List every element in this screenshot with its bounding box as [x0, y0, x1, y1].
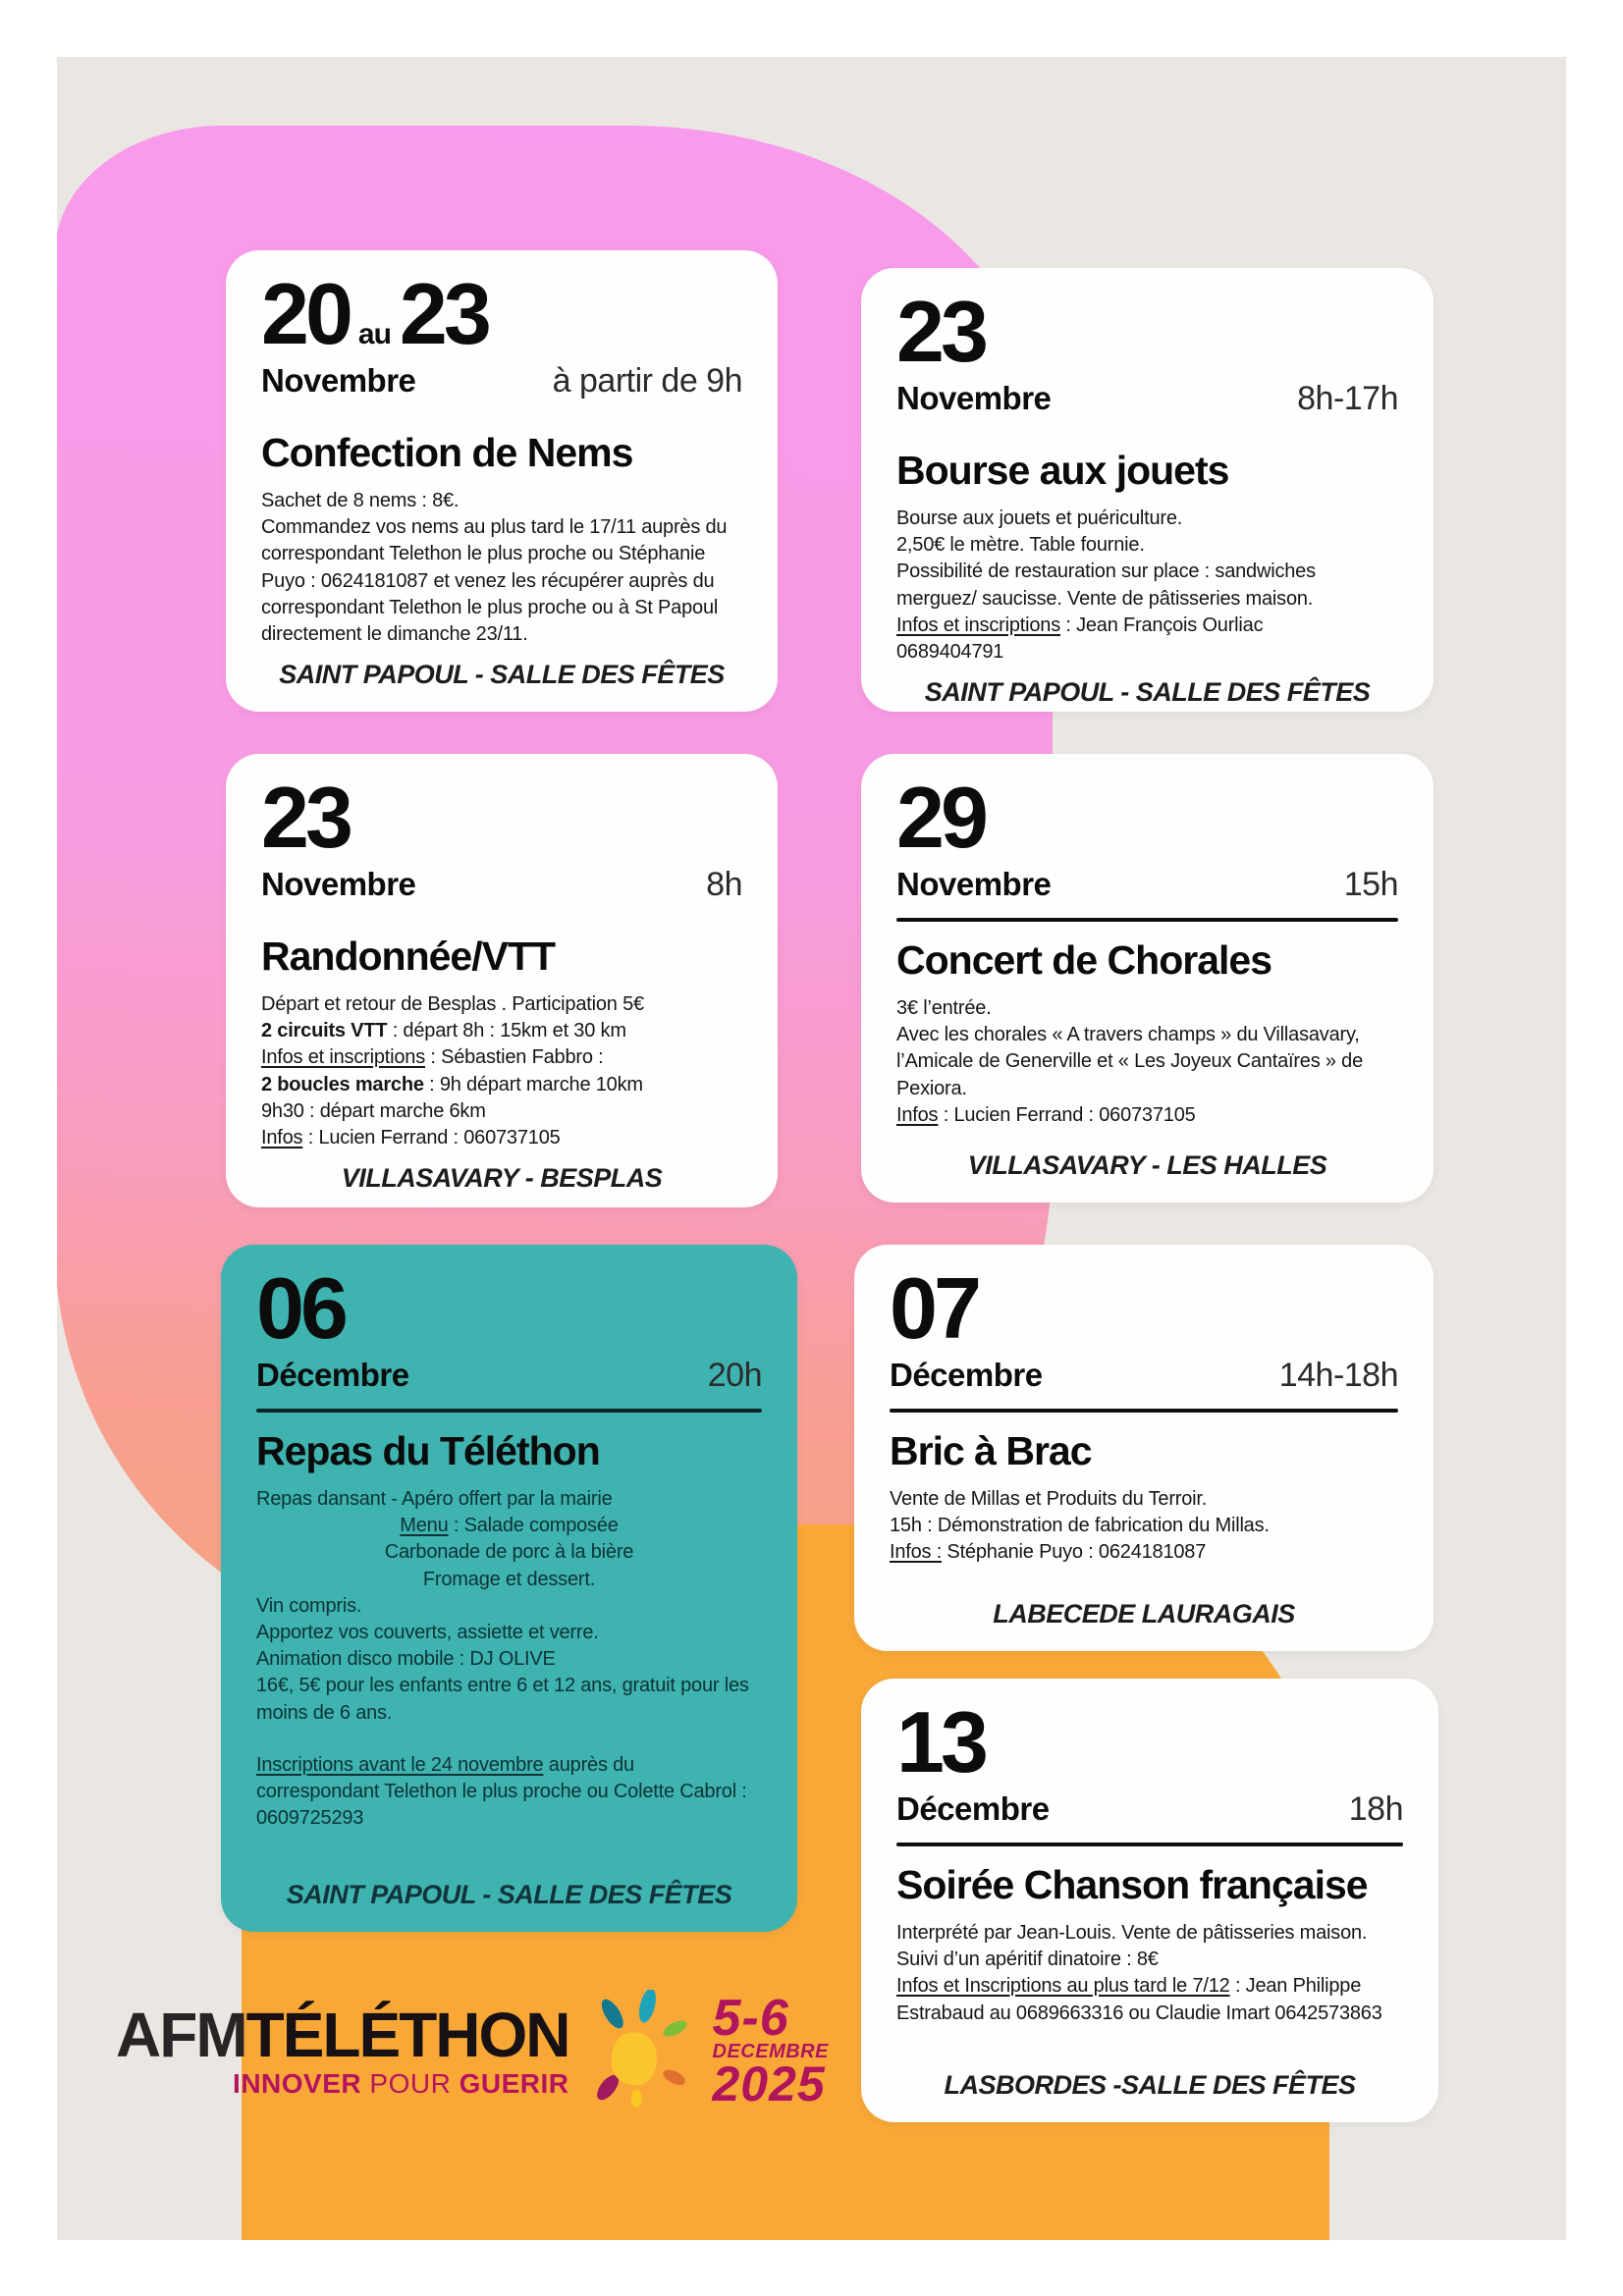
event-days: 5-6	[712, 1990, 789, 2048]
brand-afm: AFM	[116, 2000, 246, 2070]
card-time: 8h-17h	[1297, 380, 1398, 417]
card-date: 23	[896, 283, 985, 380]
card-month: Novembre	[261, 866, 416, 902]
card-divider	[896, 1842, 1403, 1846]
card-body: Vente de Millas et Produits du Terroir. 15h : Démonstration de fabrication du Millas. Infos : Stéphanie Puyo : 0624181087	[890, 1488, 1270, 1564]
card-venue: SAINT PAPOUL - SALLE DES FÊTES	[286, 1880, 732, 1909]
card-title: Concert de Chorales	[896, 937, 1271, 983]
card-time: à partir de 9h	[552, 362, 742, 400]
brand-telethon: TÉLÉTHON	[245, 2000, 569, 2070]
card-date: 13	[896, 1693, 985, 1790]
card-body: Départ et retour de Besplas . Participation 5€ 2 circuits VTT : départ 8h : 15km et 30 km Infos et inscriptions : Sébastien Fabbro : 2 boucles marche : 9h départ marche 10km 9h30 : départ marche 6km Infos : Lucien Ferrand : 060737105	[261, 993, 644, 1148]
card-divider	[256, 1409, 762, 1413]
card-date: 20 au 23	[261, 265, 488, 362]
event-year: 2025	[712, 2056, 826, 2112]
card-date: 29	[896, 769, 985, 866]
card-month: Décembre	[890, 1357, 1043, 1393]
event-card-bourse-aux-jouets	[861, 268, 1434, 712]
tagline-pour: POUR	[369, 2068, 452, 2099]
card-title: Bourse aux jouets	[896, 448, 1229, 493]
event-card-confection-de-nems	[226, 250, 778, 712]
card-month: Novembre	[896, 866, 1052, 902]
card-title: Randonnée/VTT	[261, 934, 556, 979]
card-divider	[896, 918, 1398, 922]
event-card-randonnee-vtt	[226, 754, 778, 1207]
brand-tagline	[116, 2068, 569, 2100]
tagline-innover: INNOVER	[233, 2068, 362, 2099]
card-time: 8h	[706, 866, 742, 903]
flyer-background	[57, 57, 1566, 2240]
sun-icon	[579, 1990, 699, 2113]
card-title: Confection de Nems	[261, 430, 633, 475]
card-body: 3€ l’entrée. Avec les chorales « A travers champs » du Villasavary, l’Amicale de Generville et « Les Joyeux Cantaïres » de Pexiora. Infos : Lucien Ferrand : 060737105	[896, 997, 1364, 1126]
card-venue: VILLASAVARY - LES HALLES	[967, 1150, 1327, 1180]
card-time: 20h	[707, 1357, 762, 1394]
card-title: Soirée Chanson française	[896, 1862, 1368, 1907]
card-venue: LABECEDE LAURAGAIS	[993, 1599, 1295, 1629]
event-card-concert-de-chorales	[861, 754, 1434, 1202]
card-month: Novembre	[261, 362, 416, 399]
afm-telethon-logo	[116, 1983, 960, 2120]
card-month: Décembre	[256, 1357, 409, 1393]
tagline-guerir: GUERIR	[459, 2068, 569, 2099]
card-date: 06	[256, 1259, 345, 1357]
event-date-block	[712, 1990, 829, 2112]
event-card-repas-du-telethon	[221, 1245, 797, 1932]
card-title: Repas du Téléthon	[256, 1428, 600, 1473]
card-time: 14h-18h	[1278, 1357, 1398, 1394]
card-body: Repas dansant - Apéro offert par la mairie Menu : Salade composée Carbonade de porc à la bière Fromage et dessert. Vin compris. Apportez vos couverts, assiette et verre. Animation disco mobile : DJ OLIVE 16€, 5€ pour les enfants entre 6 et 12 ans, gratuit pour les moins de 6 ans. Inscriptions avant le 24 novembre auprès du correspondant Telethon le plus proche ou Colette Cabrol : 0609725293	[256, 1488, 749, 1830]
card-title: Bric à Brac	[890, 1428, 1092, 1473]
card-body: Bourse aux jouets et puériculture. 2,50€ le mètre. Table fournie. Possibilité de restauration sur place : sandwiches merguez/ saucisse. Vente de pâtisseries maison. Infos et inscriptions : Jean François Ourliac 0689404791	[896, 507, 1316, 663]
afm-telethon-wordmark	[116, 2000, 569, 2100]
card-venue: LASBORDES -SALLE DES FÊTES	[944, 2070, 1356, 2100]
card-date: 23	[261, 769, 350, 866]
card-body: Interprété par Jean-Louis. Vente de pâtisseries maison. Suivi d’un apéritif dinatoire : 8€ Infos et Inscriptions au plus tard le 7/12 : Jean Philippe Estrabaud au 0689663316 ou Claudie Imart 0642573863	[896, 1922, 1382, 2024]
event-month: DECEMBRE	[712, 2041, 829, 2063]
card-divider	[890, 1409, 1398, 1413]
card-time: 18h	[1348, 1790, 1403, 1828]
card-date: 07	[890, 1259, 978, 1357]
card-month: Novembre	[896, 380, 1052, 416]
event-card-bric-a-brac	[854, 1245, 1434, 1651]
card-time: 15h	[1343, 866, 1398, 903]
card-venue: SAINT PAPOUL - SALLE DES FÊTES	[924, 677, 1371, 708]
card-month: Décembre	[896, 1790, 1050, 1827]
card-body: Sachet de 8 nems : 8€. Commandez vos nems au plus tard le 17/11 auprès du correspondant Telethon le plus proche ou Stéphanie Puyo : 0624181087 et venez les récupérer auprès du correspondant Telethon le plus proche ou à St Papoul directement le dimanche 23/11.	[261, 490, 728, 645]
card-venue: SAINT PAPOUL - SALLE DES FÊTES	[279, 660, 725, 690]
card-venue: VILLASAVARY - BESPLAS	[341, 1163, 663, 1194]
